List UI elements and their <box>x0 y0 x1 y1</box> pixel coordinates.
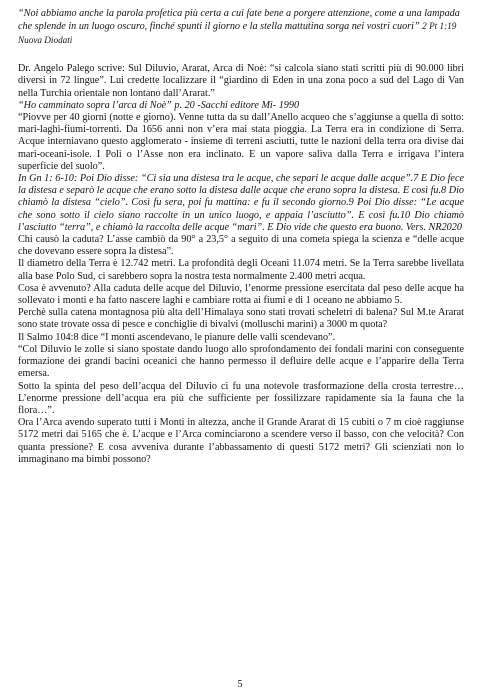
paragraph-rain: “Piovve per 40 giorni (notte e giorno). Venne tutta da su dall’Anello acqueo che s’aggiunse a quella di sotto: mari-laghi-fiumi-torrenti. Da 1656 anni non v’era mai stata pioggia. La Terra era in condizione di Serra. Acque interniavano questo agglomerato - insieme di terreni asciutti, tutte le nazioni della terra ora divise dai mari-oceani-isole. I Poli o l’Asse non era inclinato. E un vapore saliva dalla Terra e irrigava l’intera superficie del suolo”. <box>18 112 464 172</box>
epigraph-reference: 2 Pt 1:19 Nuova Diodati <box>18 21 457 45</box>
epigraph-text: “Noi abbiamo anche la parola profetica più certa a cui fate bene a porgere attenzione, come a una lampada che splende in un luogo oscuro, finché spunti il giorno e la stella mattutina sorga nei vostri cuori” <box>18 8 460 33</box>
paragraph-flood-plates: “Col Diluvio le zolle si siano spostate dando luogo allo sprofondamento dei fondali marini con conseguente formazione dei grandi bacini oceanici che hanno permesso il defluire delle acque e l’apparire della Terra emersa. <box>18 343 464 380</box>
paragraph-fall-cause: Chi causò la caduta? L’asse cambiò da 90° a 23,5° a seguito di una cometa spiega la scienza e “delle acque che dovevano essere sopra la distesa”. <box>18 234 464 258</box>
page-number: 5 <box>237 679 243 690</box>
document-body <box>18 63 464 466</box>
paragraph-psalm: Il Salmo 104:8 dice “I monti ascendevano, le pianure delle valli scendevano”. <box>18 331 336 343</box>
epigraph-quote <box>18 8 464 47</box>
paragraph-himalaya: Perchè sulla catena montagnosa più alta dell’Himalaya sono stati trovati scheletri di balena? Sul M.te Ararat sono state trovate ossa di pesce e conchiglie di bivalvi (molluschi marini) a 3000 m quota? <box>18 307 464 331</box>
paragraph-earth-diameter: Il diametro della Terra è 12.742 metri. La profondità degli Oceani 11.074 metri. Se la Terra sarebbe livellata alla base Polo Sud, ci sarebbero sopra la nostra testa normalmente 2.400 metri acqua. <box>18 258 464 282</box>
paragraph-palego: Dr. Angelo Palego scrive: Sul Diluvio, Ararat, Arca di Noè: “si calcola siano stati scritti più di 90.000 libri diversi in 72 lingue”. Lui credette localizzare il “giardino di Eden in una zona poco a sud del Lago di Van nella Turchia orientale non lontano dall’Ararat.” <box>18 63 464 99</box>
paragraph-genesis-quote: In Gn 1: 6-10: Poi Dio disse: “Ci sia una distesa tra le acque, che separi le acque dalle acque”.7 E Dio fece la distesa e separò le acque che erano sotto la distesa dalle acque che erano sopra la distesa. E così fu.8 Dio chiamò la distesa “cielo”. Così fu sera, poi fu mattina: e fu il secondo giorno.9 Poi Dio disse: “Le acque che sono sotto il cielo siano raccolte in un unico luogo, e appaia l’asciutto”. E così fu.10 Dio chiamò l’asciutto “terra”, e chiamò la raccolta delle acque “mari”. E Dio vide che questo era buono. Vers. NR2020 <box>18 173 464 233</box>
paragraph-ark-descent: Ora l’Arca avendo superato tutti i Monti in altezza, anche il Grande Ararat di 15 cubiti o 7 m cioè raggiunse 5172 metri dai 5165 che è. L’acque e l’Arca cominciarono a scendere verso il basso, con che velocità? Con quanta pressione? E cosa avveniva durante l’abbassamento di questi 5172 metri? Gli scienziati non lo immaginano ma bimbi possono? <box>18 417 464 465</box>
paragraph-book-citation: “Ho camminato sopra l’arca di Noè” p. 20 -Sacchi editore Mi- 1990 <box>18 99 300 111</box>
paragraph-crust-transformation: Sotto la spinta del peso dell’acqua del Diluvio ci fu una notevole trasformazione della crosta terrestre… L’enorme pressione dell’acqua era più che sufficiente per fossilizzare rapidamente sia la fauna che la flora…”. <box>18 380 464 416</box>
paragraph-what-happened: Cosa è avvenuto? Alla caduta delle acque del Diluvio, l’enorme pressione esercitata dal peso delle acque ha sollevato i monti e ha fatto nascere laghi e cambiare rotta ai fiumi e di 1 oceano ne abbiamo 5. <box>18 282 464 307</box>
